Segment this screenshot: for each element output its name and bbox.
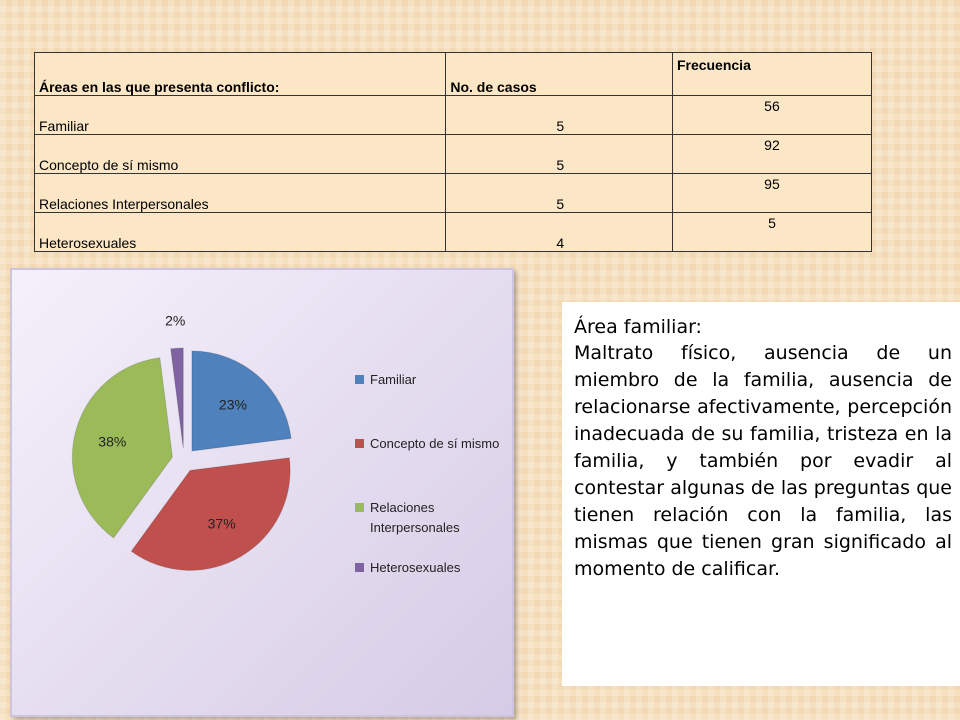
cell-frequency: 92 bbox=[672, 135, 871, 174]
table-header-row bbox=[35, 53, 872, 96]
pie-data-label: 23% bbox=[218, 396, 247, 413]
pie-data-label: 2% bbox=[165, 312, 186, 329]
cell-cases: 5 bbox=[446, 96, 673, 135]
table-row bbox=[35, 213, 872, 252]
header-cases: No. de casos bbox=[446, 53, 673, 96]
section-title: Área familiar: bbox=[574, 316, 702, 338]
legend-label: Heterosexuales bbox=[370, 560, 461, 575]
cell-cases: 5 bbox=[446, 174, 673, 213]
cell-frequency: 95 bbox=[672, 174, 871, 213]
cell-frequency: 5 bbox=[672, 213, 871, 252]
legend-label: Concepto de sí mismo bbox=[370, 436, 500, 451]
table-row bbox=[35, 135, 872, 174]
section-body: Maltrato físico, ausencia de un miembro de la familia, ausencia de relacionarse afectivamente, percepción inadecuada de su familia, tristeza en la familia, y también por evadir al contestar algunas de las preguntas que tienen relación con la familia, las mismas que tienen gran significado al momento de calificar. bbox=[574, 342, 952, 580]
conflict-areas-table bbox=[34, 52, 872, 252]
table-row bbox=[35, 96, 872, 135]
legend-swatch bbox=[355, 375, 364, 384]
cell-cases: 4 bbox=[446, 213, 673, 252]
legend-swatch bbox=[355, 563, 364, 572]
pie-data-label: 38% bbox=[98, 433, 127, 450]
legend-label: Relaciones Interpersonales bbox=[370, 500, 460, 535]
cell-area: Relaciones Interpersonales bbox=[35, 174, 446, 213]
pie-chart bbox=[12, 270, 512, 715]
header-frequency: Frecuencia bbox=[672, 53, 871, 96]
pie-chart-panel bbox=[10, 268, 514, 717]
cell-frequency: 56 bbox=[672, 96, 871, 135]
header-area: Áreas en las que presenta conflicto: bbox=[35, 53, 446, 96]
cell-cases: 5 bbox=[446, 135, 673, 174]
cell-area: Heterosexuales bbox=[35, 213, 446, 252]
legend-swatch bbox=[355, 439, 364, 448]
table-row bbox=[35, 174, 872, 213]
legend-label: Familiar bbox=[370, 372, 417, 387]
pie-data-label: 37% bbox=[207, 515, 236, 532]
legend-swatch bbox=[355, 503, 364, 512]
cell-area: Familiar bbox=[35, 96, 446, 135]
description-box bbox=[562, 302, 960, 686]
cell-area: Concepto de sí mismo bbox=[35, 135, 446, 174]
pie-slice-heterosexuales bbox=[171, 348, 184, 448]
